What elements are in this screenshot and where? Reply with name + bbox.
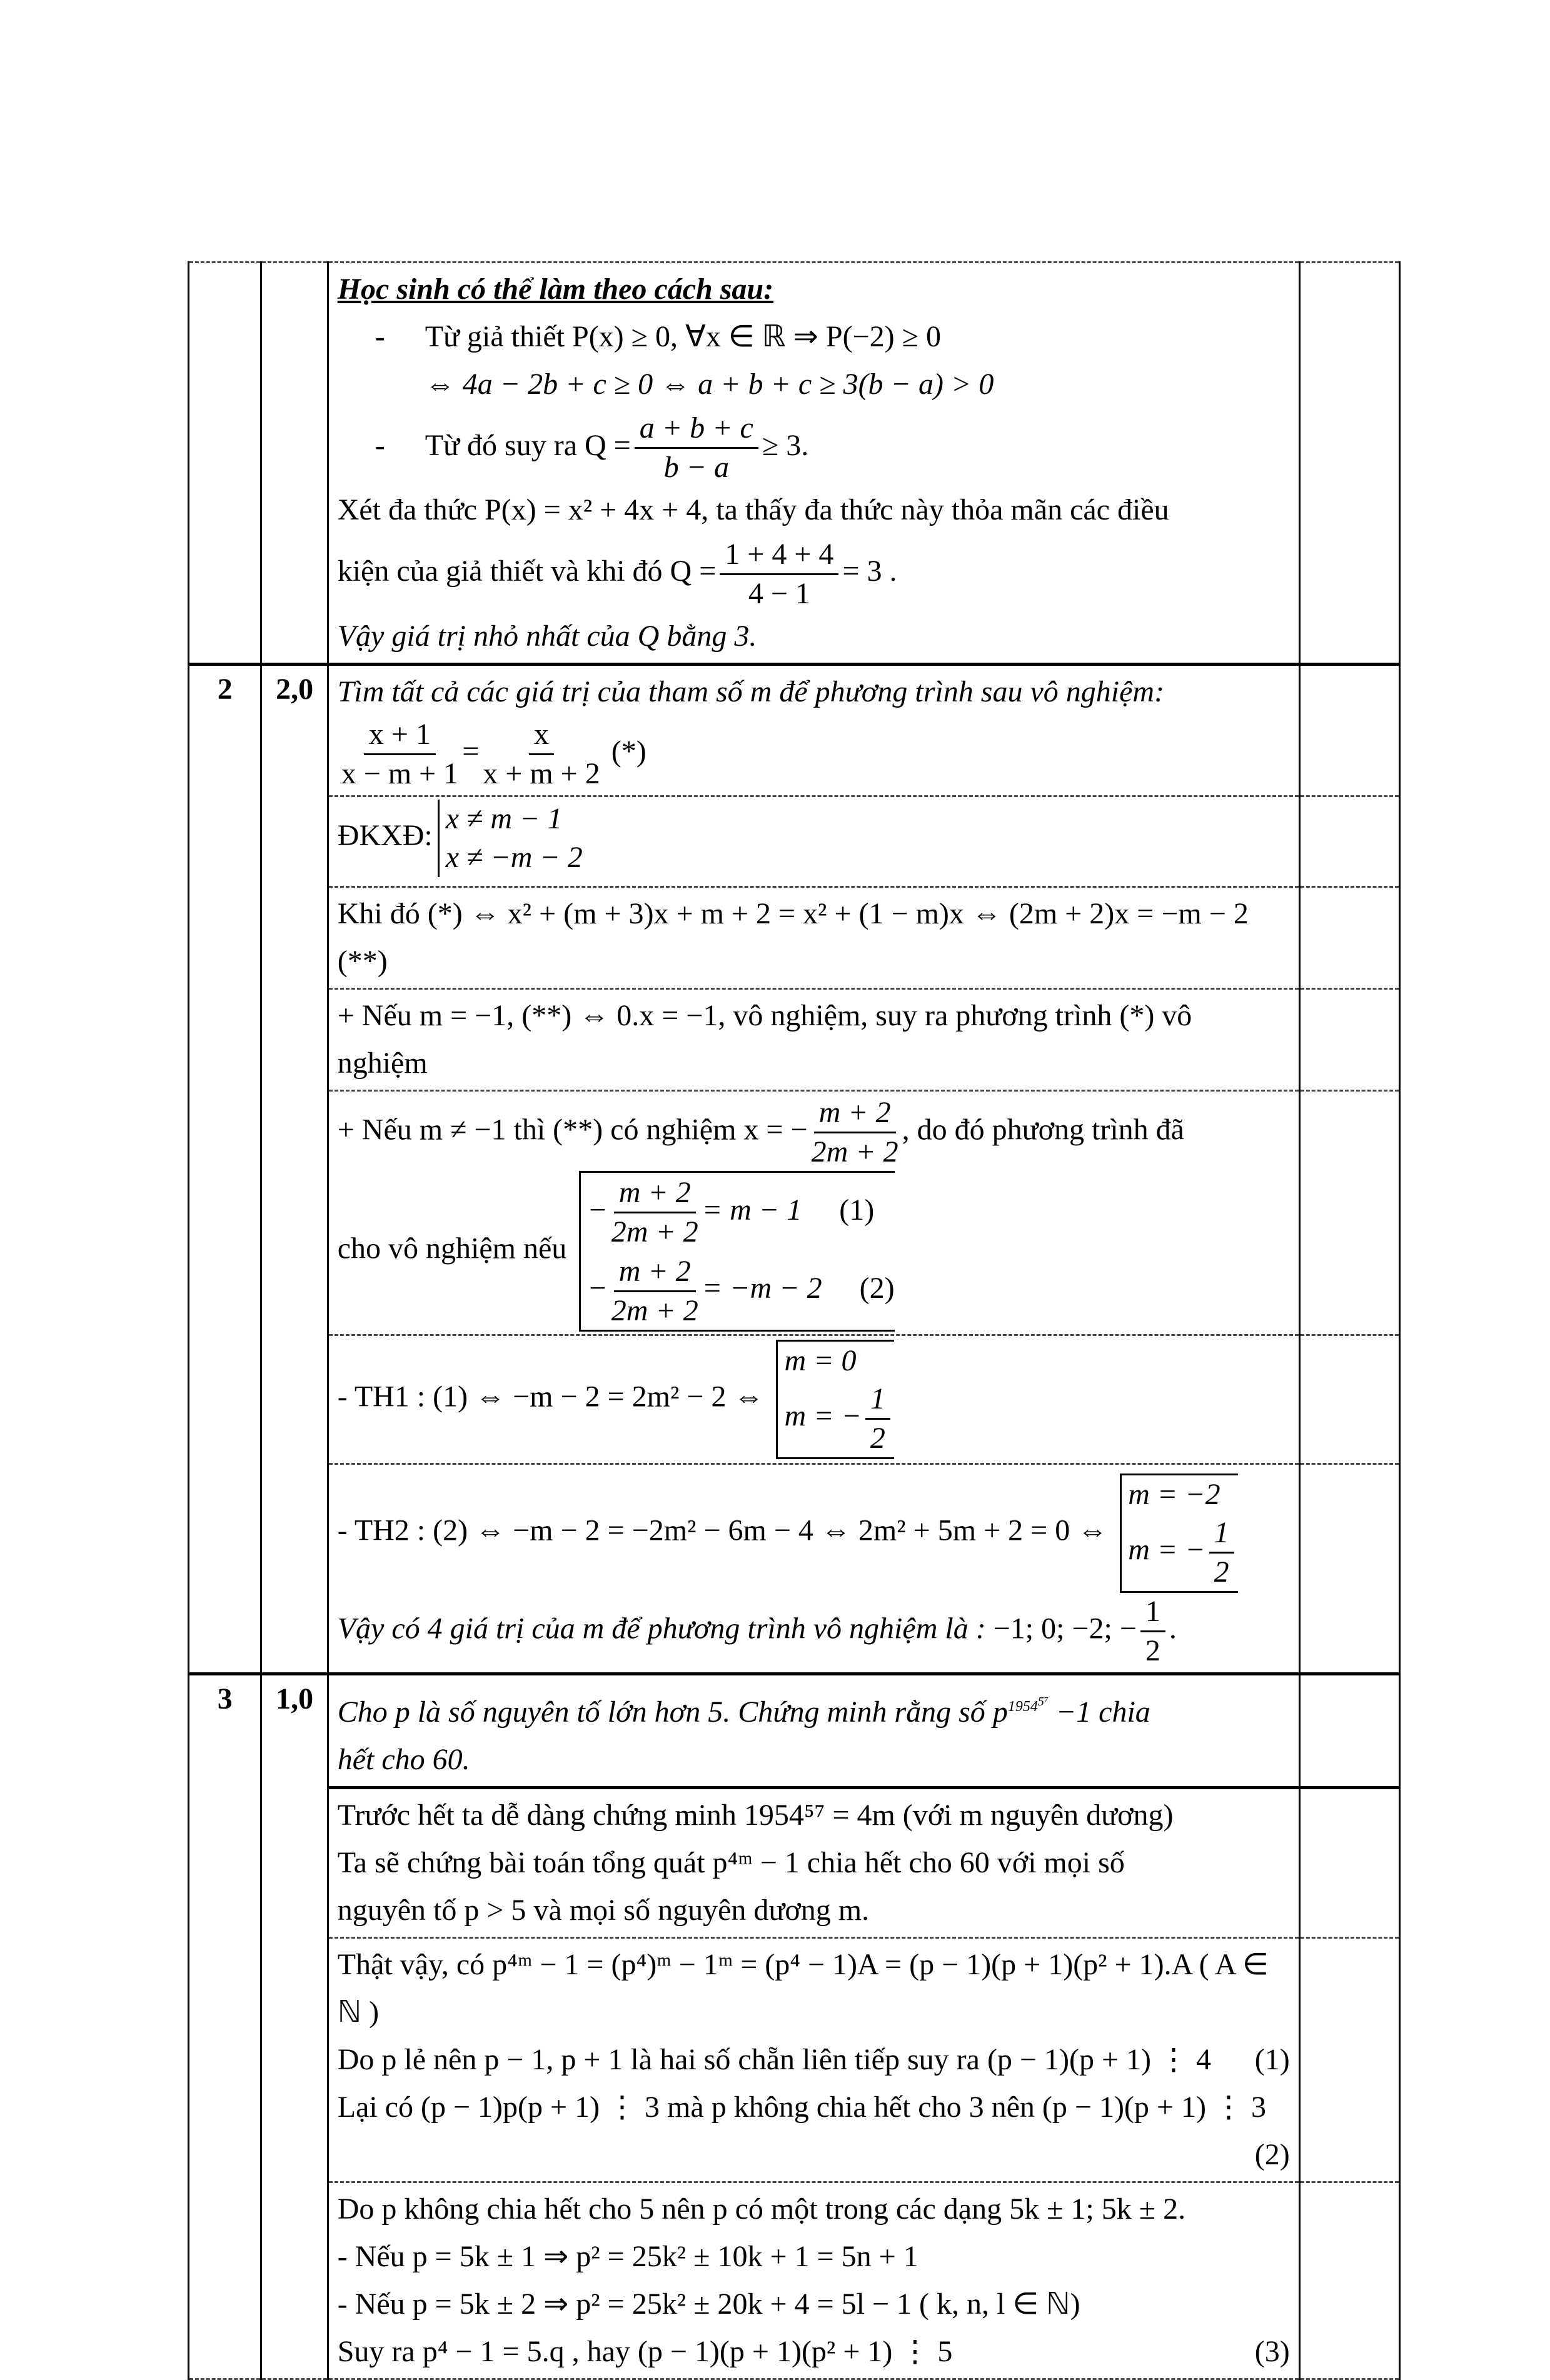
text-segment: cho vô nghiệm nếu (337, 1232, 567, 1265)
text-segment: = m − 1 (702, 1193, 802, 1227)
text-segment: 2m + 2 (611, 1215, 698, 1249)
text-segment: 2m + 2 (611, 1293, 698, 1327)
text-segment: Lại có (p − 1)p(p + 1) ⋮ 3 mà p không chia hết cho 3 nên (p − 1)(p + 1) ⋮ 3 (337, 2090, 1266, 2124)
text-segment: = (462, 735, 480, 768)
text-segment: + Nếu m ≠ −1 thì (**) có nghiệm x = − (337, 1113, 808, 1147)
table-cell (328, 2182, 1299, 2379)
text-segment: Xét đa thức P(x) = x² + 4x + 4, ta thấy đa thức này thỏa mãn các điều (337, 493, 1169, 527)
text-segment: Cho p là số nguyên tố lớn hơn 5. Chứng minh rằng số (337, 1695, 985, 1729)
text-segment: m + 2 (814, 1094, 896, 1133)
text-segment: m = 0 (784, 1343, 857, 1377)
table-cell (189, 2182, 261, 2379)
text-segment: x ≠ m − 1 (445, 801, 563, 835)
text-segment: , do đó phương trình đã (902, 1113, 1184, 1147)
table-cell (328, 1787, 1299, 1937)
text-segment: Do p không chia hết cho 5 nên p có một trong các dạng 5k ± 1; 5k ± 2. (337, 2192, 1186, 2226)
text-segment: 1954 (1007, 1698, 1038, 1715)
text-segment: x ≠ −m − 2 (445, 840, 583, 874)
text-segment: 2 (1145, 1634, 1160, 1667)
text-segment: ≥ 3. (762, 429, 809, 462)
text-segment: Từ đó suy ra Q = (425, 429, 631, 462)
table-cell (1299, 796, 1399, 886)
text-segment: m = − (1128, 1533, 1205, 1567)
table-cell (328, 796, 1299, 886)
table-cell (189, 988, 261, 1090)
text-segment: nghiệm (337, 1046, 428, 1080)
table-cell (1299, 1464, 1399, 1674)
text-segment: 2m + 2 (811, 1135, 898, 1168)
table-row (189, 886, 1400, 988)
text-segment: kiện của giả thiết và khi đó Q = (337, 555, 717, 588)
table-cell (328, 1937, 1299, 2182)
text-segment: b − a (663, 451, 729, 485)
table-cell (261, 1937, 328, 2182)
text-segment: Trước hết ta dễ dàng chứng minh 1954⁵⁷ = 4m (với m nguyên dương) (337, 1798, 1174, 1832)
table-cell (261, 1090, 328, 1335)
text-segment: = −m − 2 (702, 1272, 822, 1305)
text-segment: nguyên tố p > 5 và mọi số nguyên dương m. (337, 1893, 870, 1927)
table-cell (1299, 886, 1399, 988)
table-cell (189, 1937, 261, 2182)
text-segment: a + b + c (635, 409, 758, 449)
table-row (189, 1335, 1400, 1464)
text-segment: m + 2 (614, 1253, 696, 1292)
table-cell (261, 1464, 328, 1674)
text-segment: − (587, 1272, 608, 1305)
problem-number: 2 (189, 664, 261, 796)
text-segment: 1 (865, 1380, 890, 1420)
table-cell (261, 988, 328, 1090)
solution-table (188, 261, 1401, 2380)
table-cell (189, 263, 261, 665)
table-cell (189, 796, 261, 886)
table-cell (328, 664, 1299, 796)
text-segment: 1 + 4 + 4 (720, 536, 838, 575)
table-row (189, 1090, 1400, 1335)
text-segment: 4 − 1 (748, 576, 810, 610)
table-cell (1299, 988, 1399, 1090)
text-segment: Thật vậy, có p⁴ᵐ − 1 = (p⁴)ᵐ − 1ᵐ = (p⁴ − 1)A = (p − 1)(p + 1)(p² + 1).A ( A ∈ ℕ ) (337, 1947, 1269, 2029)
text-segment: (2) (859, 1272, 895, 1305)
table-cell (261, 263, 328, 665)
text-segment: - Nếu p = 5k ± 2 ⇒ p² = 25k² ± 20k + 4 = 5l − 1 ( k, n, l ∈ ℕ) (337, 2287, 1080, 2321)
table-row (189, 1937, 1400, 2182)
problem-number: 3 (189, 1674, 261, 1787)
text-segment: - TH1 : (1) ⇔ −m − 2 = 2m² − 2 ⇔ (337, 1380, 764, 1413)
table-cell (328, 263, 1299, 665)
table-cell (1299, 1674, 1399, 1787)
text-segment: - TH2 : (2) ⇔ −m − 2 = −2m² − 6m − 4 ⇔ 2m² + 5m + 2 = 0 ⇔ (337, 1514, 1108, 1547)
table-cell (328, 988, 1299, 1090)
alt-method-heading: Học sinh có thể làm theo cách sau: (337, 273, 774, 306)
table-cell (1299, 1090, 1399, 1335)
text-segment: Suy ra p⁴ − 1 = 5.q , hay (p − 1)(p + 1)(p² + 1) ⋮ 5 (337, 2334, 953, 2368)
text-segment: - Nếu p = 5k ± 1 ⇒ p² = 25k² ± 10k + 1 = 5n + 1 (337, 2239, 918, 2273)
table-row (189, 988, 1400, 1090)
table-cell (1299, 1335, 1399, 1464)
text-segment: ⇔ 4a − 2b + c ≥ 0 ⇔ a + b + c ≥ 3(b − a) > 0 (425, 368, 994, 401)
table-cell (261, 1787, 328, 1937)
text-segment: p (992, 1695, 1008, 1729)
text-segment: x + 1 (364, 716, 436, 755)
text-segment: (1) (1254, 2042, 1290, 2076)
text-segment: −1 chia (1055, 1695, 1150, 1729)
text-segment: - Từ giả thiết P(x) ≥ 0, ∀x ∈ ℝ ⇒ P(−2) ≥ 0 (338, 313, 1290, 361)
text-segment: hết cho 60. (337, 1742, 470, 1776)
text-segment: − (587, 1193, 608, 1227)
table-row (189, 664, 1400, 796)
table-cell (261, 886, 328, 988)
table-row (189, 263, 1400, 665)
problem-statement: Tìm tất cả các giá trị của tham số m để phương trình sau vô nghiệm: (337, 675, 1165, 708)
table-row (189, 796, 1400, 886)
table-cell (1299, 1787, 1399, 1937)
table-cell (189, 1335, 261, 1464)
text-segment: (1) (839, 1193, 875, 1227)
text-segment: m + 2 (614, 1174, 696, 1213)
table-row (189, 1464, 1400, 1674)
table-cell (261, 796, 328, 886)
text-segment: 2 (1214, 1555, 1229, 1589)
table-cell (1299, 664, 1399, 796)
text-segment: Ta sẽ chứng bài toán tổng quát p⁴ᵐ − 1 chia hết cho 60 với mọi số (337, 1845, 1125, 1879)
text-segment: (*) (611, 735, 647, 768)
text-segment: x (529, 716, 554, 755)
table-row (189, 1787, 1400, 1937)
table-cell (328, 1464, 1299, 1674)
conclusion: Vậy có 4 giá trị của m để phương trình vô nghiệm là : (337, 1612, 986, 1645)
text-segment: Khi đó (*) ⇔ x² + (m + 3)x + m + 2 = x² + (1 − m)x ⇔ (2m + 2)x = −m − 2 (**) (328, 886, 1299, 988)
text-segment: m = − (784, 1399, 862, 1433)
text-segment: 1 (1140, 1593, 1165, 1632)
table-cell (328, 1090, 1299, 1335)
table-row (189, 1674, 1400, 1787)
text-segment: ĐKXĐ: (337, 818, 433, 852)
table-cell (261, 2182, 328, 2379)
text-segment: 2 (870, 1421, 885, 1455)
table-cell (328, 1335, 1299, 1464)
text-segment: (2) (1254, 2137, 1290, 2171)
text-segment: + Nếu m = −1, (**) ⇔ 0.x = −1, vô nghiệm, suy ra phương trình (*) vô (337, 998, 1192, 1032)
text-segment: . (1169, 1612, 1177, 1645)
table-cell (189, 886, 261, 988)
table-cell (1299, 1937, 1399, 2182)
text-segment: x + m + 2 (483, 756, 600, 790)
text-segment: −1; 0; −2; − (993, 1612, 1137, 1645)
problem-statement (328, 1674, 1299, 1787)
problem-score: 2,0 (261, 664, 328, 796)
table-cell (189, 1787, 261, 1937)
table-cell (189, 1464, 261, 1674)
problem-score: 1,0 (261, 1674, 328, 1787)
text-segment: Do p lẻ nên p − 1, p + 1 là hai số chẵn liên tiếp suy ra (p − 1)(p + 1) ⋮ 4 (337, 2042, 1212, 2076)
text-segment: x − m + 1 (341, 756, 459, 790)
table-cell (189, 1090, 261, 1335)
table-cell (1299, 2182, 1399, 2379)
text-segment: (3) (1254, 2334, 1290, 2368)
text-segment: 5⁷ (1037, 1694, 1049, 1709)
text-segment: 1 (1209, 1514, 1234, 1554)
table-row (189, 2182, 1400, 2379)
text-segment: = 3 . (842, 555, 897, 588)
conclusion: Vậy giá trị nhỏ nhất của Q bằng 3. (337, 619, 757, 653)
text-segment: m = −2 (1128, 1477, 1220, 1511)
table-cell (1299, 263, 1399, 665)
table-cell (261, 1335, 328, 1464)
